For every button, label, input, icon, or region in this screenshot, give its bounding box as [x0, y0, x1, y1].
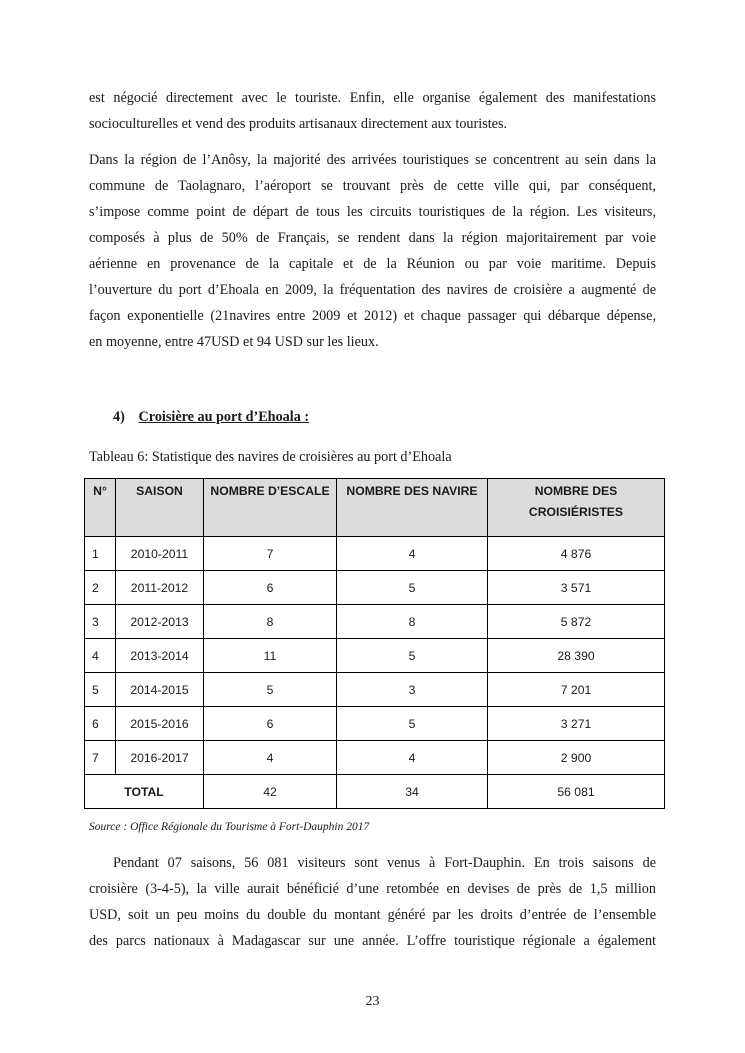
table-row — [85, 673, 665, 707]
paragraph-line: composés à plus de 50% de Français, se rendent dans la région majoritairement par voie — [89, 230, 656, 246]
paragraph-line: socioculturelles et vend des produits artisanaux directement aux touristes. — [89, 116, 508, 132]
cell-stopovers: 11 — [204, 639, 337, 673]
table-row — [85, 639, 665, 673]
cell-total-passengers: 56 081 — [488, 775, 665, 809]
cell-number: 7 — [85, 741, 116, 775]
cell-number: 4 — [85, 639, 116, 673]
table-row — [85, 605, 665, 639]
section-heading — [113, 409, 309, 426]
cell-ships: 5 — [337, 571, 488, 605]
cell-stopovers: 5 — [204, 673, 337, 707]
paragraph-line: s’impose comme point de départ de tous les circuits touristiques de la région. Les visiteurs, — [89, 204, 656, 220]
cell-number: 2 — [85, 571, 116, 605]
paragraph-line: façon exponentielle (21navires entre 2009 et 2012) et chaque passager qui débarque dépense, — [89, 308, 656, 324]
cell-stopovers: 7 — [204, 537, 337, 571]
cell-number: 1 — [85, 537, 116, 571]
paragraph-2 — [89, 147, 656, 355]
table-caption: Tableau 6: Statistique des navires de croisières au port d’Ehoala — [89, 449, 452, 465]
paragraph-line: aérienne en provenance de la capitale et de la Réunion ou par voie maritime. Depuis — [89, 256, 656, 272]
table-total-row — [85, 775, 665, 809]
header-number: N° — [85, 479, 116, 537]
cell-stopovers: 6 — [204, 571, 337, 605]
cell-number: 3 — [85, 605, 116, 639]
cell-number: 5 — [85, 673, 116, 707]
table-row — [85, 707, 665, 741]
page-number: 23 — [365, 994, 380, 1009]
table-source: Source : Office Régionale du Tourisme à Fort-Dauphin 2017 — [89, 821, 370, 833]
cell-season: 2016-2017 — [116, 741, 204, 775]
cell-season: 2015-2016 — [116, 707, 204, 741]
paragraph-line: commune de Taolagnaro, l’aéroport se trouvant près de cette ville qui, par conséquent, — [89, 178, 656, 194]
cell-passengers: 5 872 — [488, 605, 665, 639]
header-cruise-passengers — [488, 479, 665, 537]
cell-stopovers: 6 — [204, 707, 337, 741]
cell-stopovers: 8 — [204, 605, 337, 639]
cell-ships: 4 — [337, 537, 488, 571]
cell-ships: 3 — [337, 673, 488, 707]
cell-stopovers: 4 — [204, 741, 337, 775]
cell-passengers: 7 201 — [488, 673, 665, 707]
cell-passengers: 4 876 — [488, 537, 665, 571]
table-header-row — [85, 479, 665, 537]
cell-ships: 5 — [337, 707, 488, 741]
cruise-statistics-table — [84, 478, 665, 809]
header-ships: NOMBRE DES NAVIRE — [337, 479, 488, 537]
paragraph-3 — [89, 850, 656, 954]
cell-season: 2012-2013 — [116, 605, 204, 639]
cell-total-ships: 34 — [337, 775, 488, 809]
paragraph-line: en moyenne, entre 47USD et 94 USD sur les lieux. — [89, 334, 379, 350]
cell-passengers: 2 900 — [488, 741, 665, 775]
header-line: NOMBRE DES — [534, 484, 618, 498]
paragraph-line: USD, soit un peu moins du double du montant généré par les droits d’entrée de l’ensemble — [89, 907, 656, 923]
header-stopovers: NOMBRE D’ESCALE — [204, 479, 337, 537]
cell-ships: 5 — [337, 639, 488, 673]
paragraph-line: Pendant 07 saisons, 56 081 visiteurs sont venus à Fort-Dauphin. En trois saisons de — [113, 855, 656, 871]
cell-passengers: 28 390 — [488, 639, 665, 673]
paragraph-line: des parcs nationaux à Madagascar sur une année. L’offre touristique régionale a également — [89, 933, 656, 949]
table-row — [85, 537, 665, 571]
cell-season: 2011-2012 — [116, 571, 204, 605]
cell-season: 2014-2015 — [116, 673, 204, 707]
cell-ships: 8 — [337, 605, 488, 639]
paragraph-line: croisière (3-4-5), la ville aurait bénéficié d’une retombée en devises de près de 1,5 million — [89, 881, 656, 897]
header-line: CROISIÉRISTES — [528, 505, 624, 519]
section-title: Croisière au port d’Ehoala : — [138, 409, 310, 425]
paragraph-line: l’ouverture du port d’Ehoala en 2009, la fréquentation des navires de croisière a augmenté de — [89, 282, 656, 298]
paragraph-1 — [89, 85, 656, 137]
cell-ships: 4 — [337, 741, 488, 775]
header-season: SAISON — [116, 479, 204, 537]
table-row — [85, 741, 665, 775]
section-number: 4) — [113, 409, 125, 425]
cell-season: 2010-2011 — [116, 537, 204, 571]
cell-passengers: 3 571 — [488, 571, 665, 605]
cell-total-label: TOTAL — [85, 775, 204, 809]
paragraph-line: est négocié directement avec le touriste. Enfin, elle organise également des manifestations — [89, 90, 656, 106]
cell-total-stopovers: 42 — [204, 775, 337, 809]
paragraph-line: Dans la région de l’Anôsy, la majorité des arrivées touristiques se concentrent au sein dans la — [89, 152, 656, 168]
cell-passengers: 3 271 — [488, 707, 665, 741]
table-row — [85, 571, 665, 605]
cell-season: 2013-2014 — [116, 639, 204, 673]
cell-number: 6 — [85, 707, 116, 741]
